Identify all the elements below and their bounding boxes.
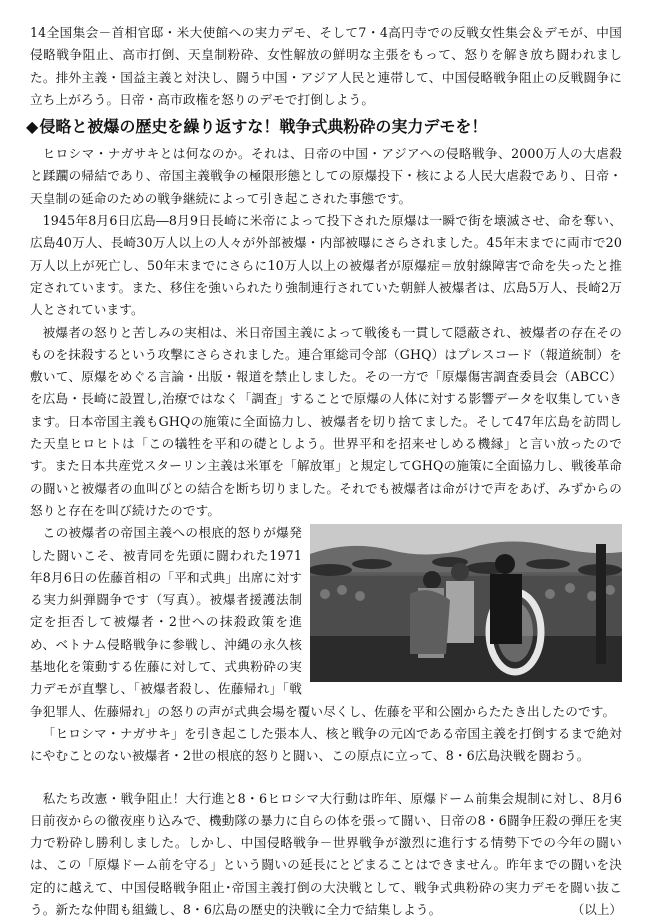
document-page <box>26 22 622 921</box>
protest-photo <box>310 524 622 682</box>
protest-photo-illustration <box>310 524 622 682</box>
paragraph-1971-struggle: この被爆者の帝国主義への根底的怒りが爆発した闘いこそ、被青同を先頭に闘われた1971年8月6日の佐藤首相の「平和式典」出席に対する実力糾弾闘争です（写真）。被爆者援護法制定を拒否して被爆者・2世への抹殺政策を進め、ベトナム侵略戦争に参戦し、沖縄の永久核基地化を策動する佐藤に対して、式典粉砕の実力デモが直撃し、「被爆者殺し、佐藤帰れ」「戦争犯罪人、佐藤帰れ」の怒りの声が式典会場を覆い尽くし、佐藤を平和公園からたたき出したのです。 <box>30 525 616 719</box>
end-mark: （以上） <box>571 901 622 917</box>
paragraph-concealment: 被爆者の怒りと苦しみの実相は、米日帝国主義によって戦後も一貫して隠蔽され、被爆者の存在そのものを抹殺するという攻撃にさらされました。連合軍総司令部（GHQ）はプレスコード（報道統制）を敷いて、原爆をめぐる言論・出版・報道を禁止しました。その一方で「原爆傷害調査委員会（ABCC）を広島・長崎に設置し,治療ではなく「調査」することで原爆の人体に対する影響データを収集していきます。日本帝国主義もGHQの施策に全面協力し、被爆者を切り捨てました。そして47年広島を訪問した天皇ヒロヒトは「この犠牲を平和の礎としよう。世界平和を招来せしめる機縁」と言い放ったのです。また日本共産党スターリン主義は米軍を「解放軍」と規定してGHQの施策に全面協力し、戦後革命の闘いと被爆者の血叫びとの結合を断ち切りました。それでも被爆者は命がけで声をあげ、みずからの怒りと存在を叫び続けたのです。 <box>30 324 622 518</box>
paragraph-hiroshima-nagasaki: ヒロシマ・ナガサキとは何なのか。それは、日帝の中国・アジアへの侵略戦争、2000万人の大虐殺と蹂躙の帰結であり、帝国主義戦争の極限形態としての原爆投下・核による人民大虐殺であり、日帝・天皇制の延命のための戦争継続によって引き起こされた事態です。 <box>30 146 622 206</box>
closing-block <box>30 788 622 922</box>
paragraph-closing <box>30 788 622 922</box>
diamond-bullet-icon: ◆ <box>26 117 39 137</box>
section-heading-text: 侵略と被爆の歴史を繰り返すな！戦争式典粉砕の実力デモを！ <box>39 117 488 137</box>
intro-paragraph: 14全国集会－首相官邸・米大使館への実力デモ、そして7・4高円寺での反戦女性集会＆デモが、中国侵略戦争阻止、高市打倒、天皇制粉砕、女性解放の鮮明な主張をもって、怒りを解き放ち闘われました。排外主義・国益主義と対決し、闘う中国・アジア人民と連帯して、中国侵略戦争阻止の反戦闘争に立ち上がろう。日帝・高市政権を怒りのデモで打倒しよう。 <box>30 25 622 107</box>
paragraph-gap <box>30 768 622 788</box>
section-heading <box>26 115 622 139</box>
paragraph-1945: 1945年8月6日広島―8月9日長崎に米帝によって投下された原爆は一瞬で街を壊滅させ、命を奪い、広島40万人、長崎30万人以上の人々が外部被爆・内部被曝にさらされました。45年末までに両市で20万人以上が死亡し、50年末までにさらに10万人以上の被爆者が原爆症＝放射線障害で命を失ったと推定されています。また、移住を強いられたり強制連行されていた朝鮮人被爆者は、広島5万人、長崎2万人とされています。 <box>30 213 622 318</box>
closing-text: 私たち改憲・戦争阻止！大行進と8・6ヒロシマ大行動は昨年、原爆ドーム前集会規制に対し、8月6日前夜からの徹夜座り込みで、機動隊の暴力に自らの体を張って闘い、日帝の8・6闘争圧殺の弾圧を実力で粉砕し勝利しました。しかし、中国侵略戦争－世界戦争が激烈に進行する情勢下での今年の闘いは、この「原爆ドーム前を守る」という闘いの延長にとどまることはできません。昨年までの闘いを決定的に越えて、中国侵略戦争阻止･帝国主義打倒の大決戦として、戦争式典粉砕の実力デモを闘い抜こう。新たな仲間も組織し、8・6広島の歴史的決戦に全力で結集しよう。 <box>30 790 622 917</box>
paragraph-origin: 「ヒロシマ・ナガサキ」を引き起こした張本人、核と戦争の元凶である帝国主義を打倒するまで絶対にやむことのない被爆者・2世の根底的怒りと闘い、この原点に立って、8・6広島決戦を闘おう。 <box>30 725 622 764</box>
